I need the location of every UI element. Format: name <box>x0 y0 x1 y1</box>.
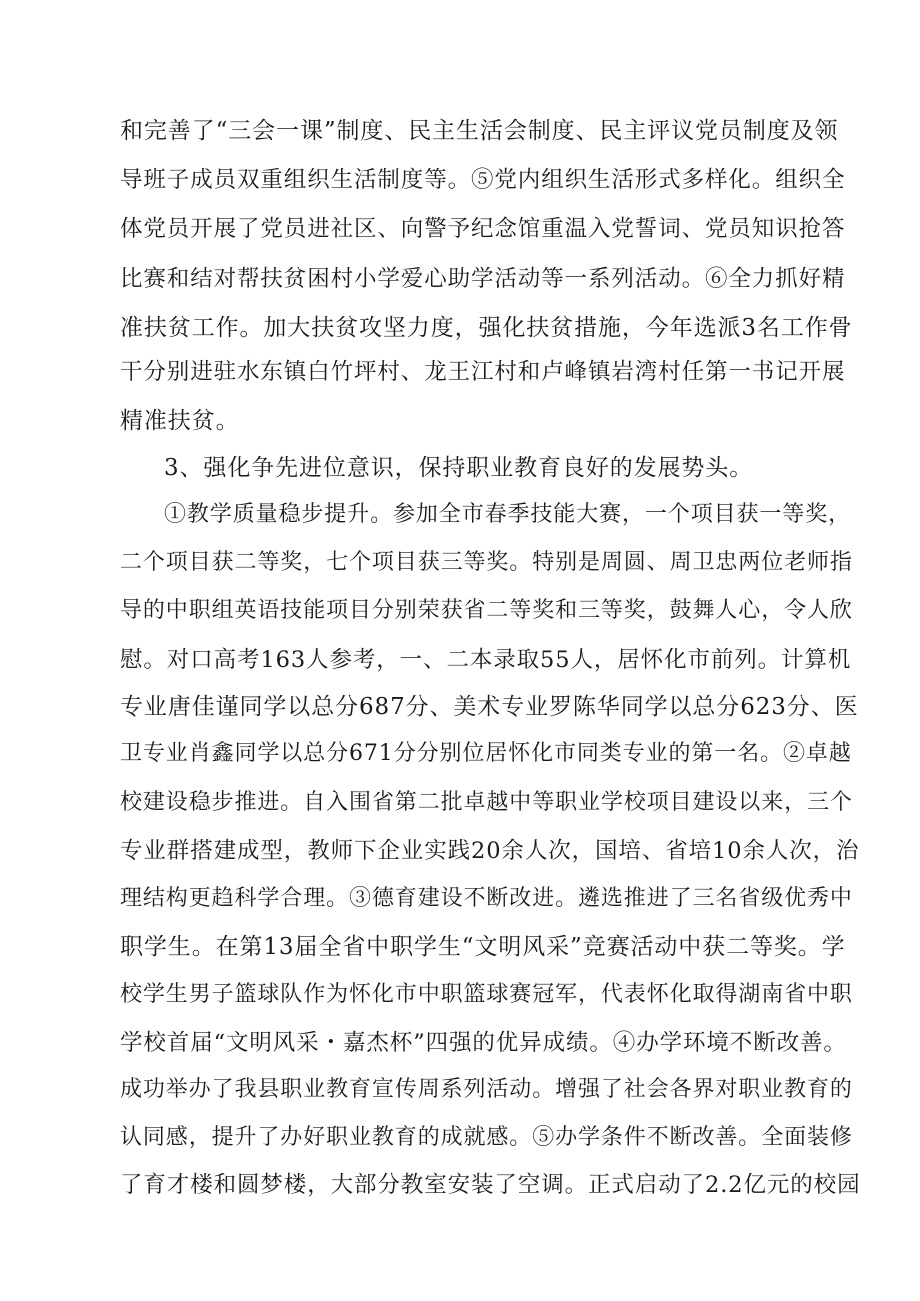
section-heading: 3、强化争先进位意识，保持职业教育良好的发展势头。 <box>164 455 754 481</box>
text-line: 导班子成员双重组织生活制度等。⑤党内组织生活形式多样化。组织全 <box>120 167 846 193</box>
text-line: 和完善了“三会一课”制度、民主生活会制度、民主评议党员制度及领 <box>120 118 839 144</box>
text-line: 准扶贫工作。加大扶贫攻坚力度，强化扶贫措施，今年选派3名工作骨 <box>120 315 853 341</box>
text-line: 专业群搭建成型，教师下企业实践20余人次，国培、省培10余人次，治 <box>120 838 860 864</box>
text-line: ①教学质量稳步提升。参加全市春季技能大赛，一个项目获一等奖， <box>164 502 852 527</box>
text-line: 了育才楼和圆梦楼，大部分教室安装了空调。正式启动了2.2亿元的校园 <box>120 1172 861 1198</box>
text-line: 职学生。在第13届全省中职学生“文明风采”竞赛活动中获二等奖。学 <box>120 934 846 960</box>
text-line: 比赛和结对帮扶贫困村小学爱心助学活动等一系列活动。⑥全力抓好精 <box>120 266 846 292</box>
text-line: 专业唐佳谨同学以总分687分、美术专业罗陈华同学以总分623分、医 <box>120 694 859 720</box>
text-line: 干分别进驻水东镇白竹坪村、龙王江村和卢峰镇岩湾村任第一书记开展 <box>120 359 846 385</box>
text-line: 体党员开展了党员进社区、向警予纪念馆重温入党誓词、党员知识抢答 <box>120 216 846 242</box>
text-line: 学校首届“文明风采・嘉杰杯”四强的优异成绩。④办学环境不断改善。 <box>120 1030 847 1056</box>
text-line: 卫专业肖鑫同学以总分671分分别位居怀化市同类专业的第一名。②卓越 <box>120 741 852 766</box>
text-line: 理结构更趋科学合理。③德育建设不断改进。遴选推进了三名省级优秀中 <box>120 886 853 911</box>
text-line: 二个项目获二等奖，七个项目获三等奖。特别是周圆、周卫忠两位老师指 <box>120 550 853 575</box>
text-line: 校建设稳步推进。自入围省第二批卓越中等职业学校项目建设以来，三个 <box>120 790 853 815</box>
text-line: 成功举办了我县职业教育宣传周系列活动。增强了社会各界对职业教育的 <box>120 1077 853 1102</box>
text-line: 校学生男子篮球队作为怀化市中职篮球赛冠军，代表怀化取得湖南省中职 <box>120 982 853 1007</box>
text-line: 精准扶贫。 <box>120 408 240 434</box>
text-line: 认同感，提升了办好职业教育的成就感。⑤办学条件不断改善。全面装修 <box>120 1125 853 1150</box>
text-line: 导的中职组英语技能项目分别荣获省二等奖和三等奖，鼓舞人心，令人欣 <box>120 598 853 623</box>
text-line: 慰。对口高考163人参考，一、二本录取55人，居怀化市前列。计算机 <box>120 647 852 673</box>
